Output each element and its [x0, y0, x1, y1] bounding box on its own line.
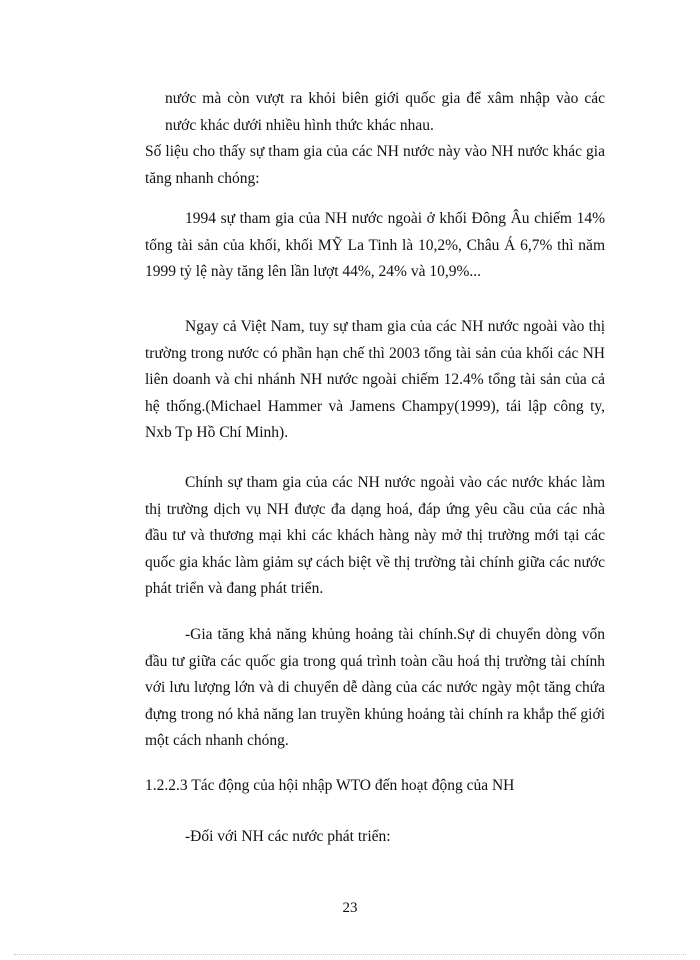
paragraph-crisis-risk [145, 622, 605, 755]
page-bottom-divider [14, 954, 686, 955]
paragraph-continuation-text: nước mà còn vượt ra khỏi biên giới quốc gia để xâm nhập vào các nước khác dưới nhiều hình thức khác nhau. [165, 90, 605, 134]
paragraph-crisis-risk-text: -Gia tăng khả năng khủng hoảng tài chính.Sự di chuyển dòng vốn đầu tư giữa các quốc gia trong quá trình toàn cầu hoá thị trường tài chính với lưu lượng lớn và di chuyển dễ dàng của các nước ngày một tăng chứa đựng trong nó khả năng lan truyền khủng hoảng tài chính ra khắp thế giới một cách nhanh chóng. [145, 626, 605, 749]
page-number: 23 [342, 900, 358, 916]
paragraph-vietnam-text: Ngay cả Việt Nam, tuy sự tham gia của các NH nước ngoài vào thị trường trong nước có phần hạn chế thì 2003 tổng tài sản của khối các NH liên doanh và chi nhánh NH nước ngoài chiếm 12.4% tổng tài sản của cả hệ thống.(Michael Hammer và Jamens Champy(1999), tái lập công ty, Nxb Tp Hồ Chí Minh). [145, 318, 605, 441]
subheading [185, 824, 605, 851]
section-heading [145, 773, 605, 800]
paragraph-intro [145, 139, 605, 192]
subheading-text: -Đối với NH các nước phát triển: [185, 828, 391, 845]
paragraph-continuation [165, 86, 605, 139]
paragraph-vietnam [145, 314, 605, 447]
paragraph-intro-text: Số liệu cho thấy sự tham gia của các NH nước này vào NH nước khác gia tăng nhanh chóng: [145, 143, 605, 187]
paragraph-diversification [145, 470, 605, 603]
paragraph-stats-1994 [145, 206, 605, 286]
section-heading-text: 1.2.2.3 Tác động của hội nhập WTO đến hoạt động của NH [145, 777, 515, 794]
paragraph-diversification-text: Chính sự tham gia của các NH nước ngoài vào các nước khác làm thị trường dịch vụ NH được đa dạng hoá, đáp ứng yêu cầu của các nhà đầu tư và thương mại khi các khách hàng này mở thị trường mới tại các quốc gia khác làm giảm sự cách biệt về thị trường tài chính giữa các nước phát triển và đang phát triển. [145, 474, 605, 597]
paragraph-stats-1994-text: 1994 sự tham gia của NH nước ngoài ở khối Đông Âu chiếm 14% tổng tài sản của khối, khối MỸ La Tinh là 10,2%, Châu Á 6,7% thì năm 1999 tỷ lệ này tăng lên lần lượt 44%, 24% và 10,9%... [145, 210, 605, 280]
